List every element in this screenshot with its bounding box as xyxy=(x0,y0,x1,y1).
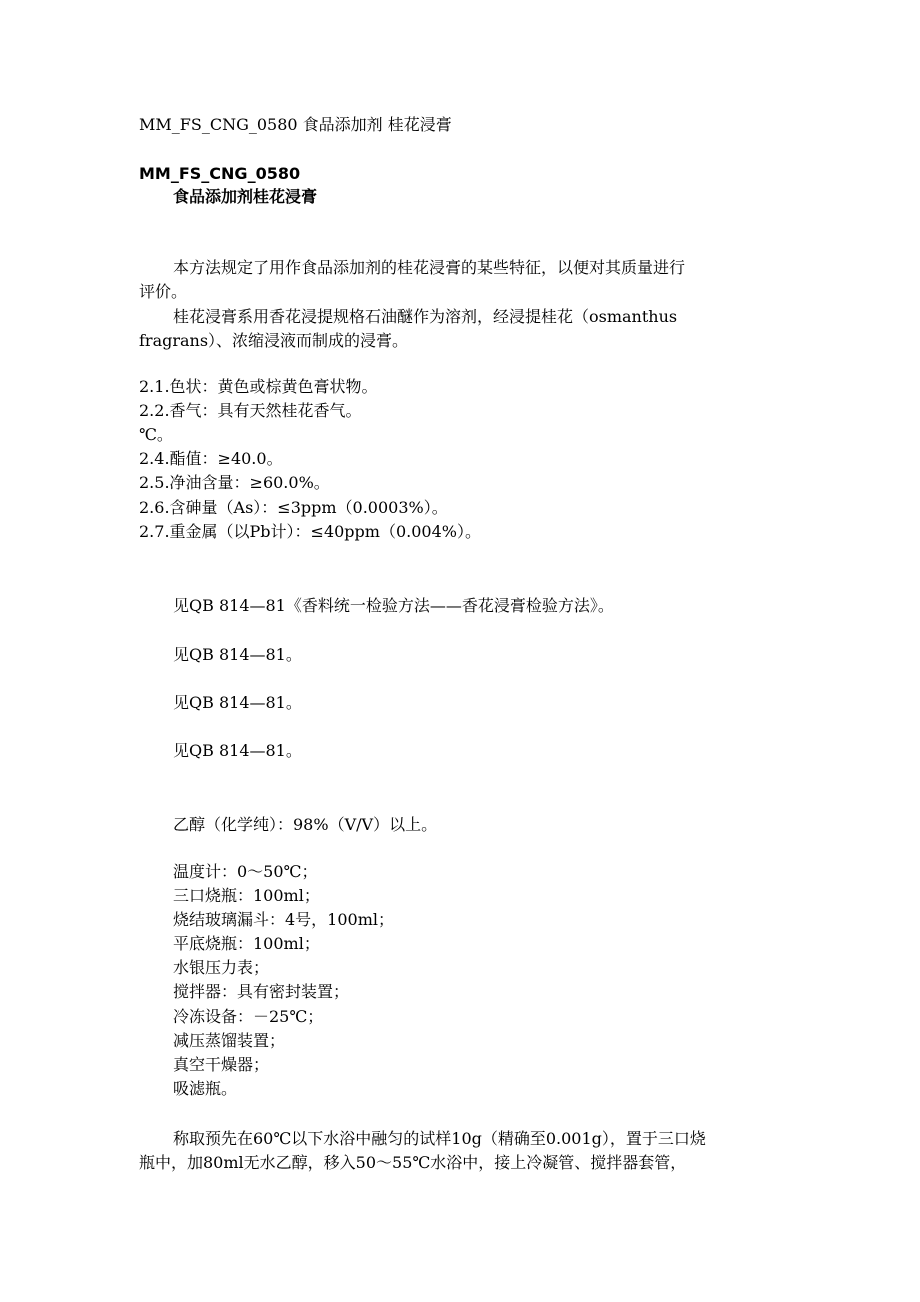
document-header: MM_FS_CNG_0580 食品添加剂 桂花浸膏 xyxy=(139,115,452,134)
intro-line: fragrans）、浓缩浸液而制成的浸膏。 xyxy=(139,331,409,350)
spec-item: 2.6.含砷量（As）：≤3ppm（0.0003%）。 xyxy=(139,498,448,517)
apparatus-item: 水银压力表； xyxy=(173,958,270,977)
spec-item: 2.1.色状：黄色或棕黄色膏状物。 xyxy=(139,377,378,396)
apparatus-item: 冷冻设备：－25℃； xyxy=(173,1007,324,1026)
spec-item: ℃。 xyxy=(139,425,173,444)
reagent-line: 乙醇（化学纯）：98%（V/V）以上。 xyxy=(173,815,438,834)
document-code: MM_FS_CNG_0580 xyxy=(139,164,301,183)
apparatus-item: 平底烧瓶：100ml； xyxy=(173,934,320,953)
intro-line: 本方法规定了用作食品添加剂的桂花浸膏的某些特征，以便对其质量进行 xyxy=(173,258,686,277)
apparatus-item: 真空干燥器； xyxy=(173,1055,270,1074)
apparatus-item: 减压蒸馏装置； xyxy=(173,1031,286,1050)
intro-line: 评价。 xyxy=(139,282,188,301)
spec-item: 2.4.酯值：≥40.0。 xyxy=(139,449,283,468)
apparatus-item: 三口烧瓶：100ml； xyxy=(173,886,320,905)
document-title: 食品添加剂桂花浸膏 xyxy=(173,187,318,206)
reference-line: 见QB 814—81。 xyxy=(173,741,302,760)
spec-item: 2.7.重金属（以Pb计）：≤40ppm（0.004%）。 xyxy=(139,522,481,541)
reference-line: 见QB 814—81。 xyxy=(173,645,302,664)
procedure-line: 称取预先在60℃以下水浴中融匀的试样10g（精确至0.001g），置于三口烧 xyxy=(173,1129,706,1148)
reference-line: 见QB 814—81《香料统一检验方法——香花浸膏检验方法》。 xyxy=(173,596,614,615)
reference-line: 见QB 814—81。 xyxy=(173,693,302,712)
apparatus-item: 吸滤瓶。 xyxy=(173,1079,238,1098)
procedure-line: 瓶中，加80ml无水乙醇，移入50～55℃水浴中，接上冷凝管、搅拌器套管， xyxy=(139,1153,687,1172)
apparatus-item: 烧结玻璃漏斗：4号，100ml； xyxy=(173,910,395,929)
spec-item: 2.5.净油含量：≥60.0%。 xyxy=(139,473,330,492)
apparatus-item: 搅拌器：具有密封装置； xyxy=(173,982,350,1001)
spec-item: 2.2.香气：具有天然桂花香气。 xyxy=(139,401,362,420)
apparatus-item: 温度计：0～50℃； xyxy=(173,862,318,881)
intro-line: 桂花浸膏系用香花浸提规格石油醚作为溶剂，经浸提桂花（osmanthus xyxy=(173,307,678,326)
